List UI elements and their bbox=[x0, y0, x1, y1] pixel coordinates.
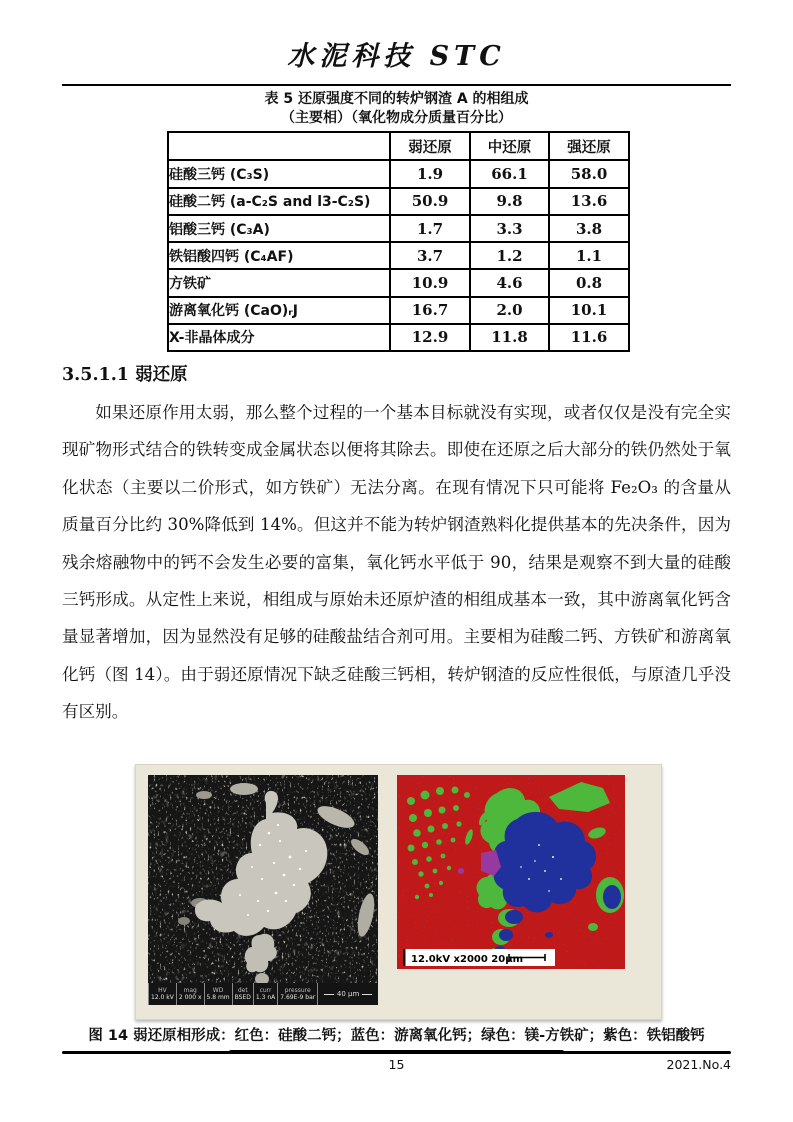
row-label: 硅酸三钙 (C₃S) bbox=[168, 160, 390, 187]
row-label: 铝酸三钙 (C₃A) bbox=[168, 215, 390, 242]
row-value: 3.8 bbox=[549, 215, 629, 242]
row-value: 1.1 bbox=[549, 242, 629, 269]
row-value: 4.6 bbox=[470, 269, 549, 296]
map-label: 12.0kV x2000 20µm bbox=[411, 954, 524, 965]
sem-micrograph-image bbox=[148, 775, 378, 1005]
row-value: 12.9 bbox=[390, 324, 470, 351]
header-cell-weak: 弱还原 bbox=[390, 132, 470, 160]
phase-map-drawing bbox=[397, 775, 625, 969]
row-label: 铁铝酸四钙 (C₄AF) bbox=[168, 242, 390, 269]
row-value: 66.1 bbox=[470, 160, 549, 187]
header-cell-strong: 强还原 bbox=[549, 132, 629, 160]
figure-panel bbox=[135, 764, 662, 1020]
row-value: 9.8 bbox=[470, 188, 549, 215]
header-rule bbox=[62, 84, 731, 86]
row-value: 50.9 bbox=[390, 188, 470, 215]
row-label: X-非晶体成分 bbox=[168, 324, 390, 351]
table-caption-line2: （主要相）（氧化物成分质量百分比） bbox=[281, 110, 512, 126]
table-row bbox=[168, 160, 629, 187]
row-value: 10.1 bbox=[549, 297, 629, 324]
figure-caption: 图 14 弱还原相形成：红色：硅酸二钙；蓝色：游离氧化钙；绿色：镁-方铁矿；紫色：铁铝酸钙 bbox=[88, 1028, 705, 1044]
row-value: 16.7 bbox=[390, 297, 470, 324]
row-value: 3.3 bbox=[470, 215, 549, 242]
row-label: 硅酸二钙 (a-C₂S and l3-C₂S) bbox=[168, 188, 390, 215]
row-value: 1.2 bbox=[470, 242, 549, 269]
table-row bbox=[168, 188, 629, 215]
row-value: 1.9 bbox=[390, 160, 470, 187]
sem-meta-hv: HV 12.0 kV bbox=[148, 983, 176, 1005]
sem-meta-mag: mag 2 000 x bbox=[176, 983, 204, 1005]
sem-micrograph-drawing bbox=[148, 775, 378, 1005]
phase-table bbox=[167, 131, 630, 352]
sem-scale-bar bbox=[317, 983, 378, 1005]
table-header-row bbox=[168, 132, 629, 160]
row-label: 游离氧化钙 (CaO)ᵣJ bbox=[168, 297, 390, 324]
table-caption-line1: 表 5 还原强度不同的转炉钢渣 A 的相组成 bbox=[264, 91, 529, 107]
sem-meta-curr: curr 1.3 nA bbox=[253, 983, 277, 1005]
scale-line-right bbox=[362, 994, 372, 995]
body-paragraph: 如果还原作用太弱，那么整个过程的一个基本目标就没有实现，或者仅仅是没有完全实现矿物形式结合的铁转变成金属状态以便将其除去。即使在还原之后大部分的铁仍然处于氧化状态（主要以二价形式，如方铁矿）无法分离。在现有情况下只可能将 Fe₂O₃ 的含量从质量百分比约 30%降低到 14%。但这并不能为转炉钢渣熟料化提供基本的先决条件，因为残余熔融物中的钙不会发生必要的富集，氧化钙水平低于 90，结果是观察不到大量的硅酸三钙形成。从定性上来说，相组成与原始未还原炉渣的相组成基本一致，其中游离氧化钙含量显著增加，因为显然没有足够的硅酸盐结合剂可用。主要相为硅酸二钙、方铁矿和游离氧化钙（图 14）。由于弱还原情况下缺乏硅酸三钙相，转炉钢渣的反应性很低，与原渣几乎没有区别。 bbox=[62, 403, 731, 722]
sem-meta-det: det BSED bbox=[232, 983, 253, 1005]
sem-meta-wd: WD 5.8 mm bbox=[204, 983, 232, 1005]
row-value: 2.0 bbox=[470, 297, 549, 324]
row-value: 0.8 bbox=[549, 269, 629, 296]
footer-rule bbox=[62, 1051, 731, 1054]
sem-meta-pressure: pressure 7.69E-9 bar bbox=[277, 983, 317, 1005]
row-value: 58.0 bbox=[549, 160, 629, 187]
section-heading: 3.5.1.1 弱还原 bbox=[62, 365, 188, 385]
scale-line-left bbox=[324, 994, 334, 995]
header-cell-empty bbox=[168, 132, 390, 160]
sem-metadata-bar bbox=[148, 983, 378, 1005]
row-label: 方铁矿 bbox=[168, 269, 390, 296]
row-value: 10.9 bbox=[390, 269, 470, 296]
row-value: 1.7 bbox=[390, 215, 470, 242]
row-value: 11.6 bbox=[549, 324, 629, 351]
table-row bbox=[168, 269, 629, 296]
journal-title: 水泥科技 STC bbox=[287, 41, 506, 72]
row-value: 11.8 bbox=[470, 324, 549, 351]
scale-label: 40 µm bbox=[336, 990, 360, 998]
table-caption bbox=[62, 90, 731, 128]
table-row bbox=[168, 324, 629, 351]
table-row bbox=[168, 242, 629, 269]
row-value: 3.7 bbox=[390, 242, 470, 269]
page-number: 15 bbox=[388, 1057, 405, 1072]
issue-number: 2021.No.4 bbox=[666, 1057, 731, 1072]
row-value: 13.6 bbox=[549, 188, 629, 215]
table-row bbox=[168, 297, 629, 324]
header-cell-medium: 中还原 bbox=[470, 132, 549, 160]
phase-map-image bbox=[397, 775, 625, 969]
table-row bbox=[168, 215, 629, 242]
